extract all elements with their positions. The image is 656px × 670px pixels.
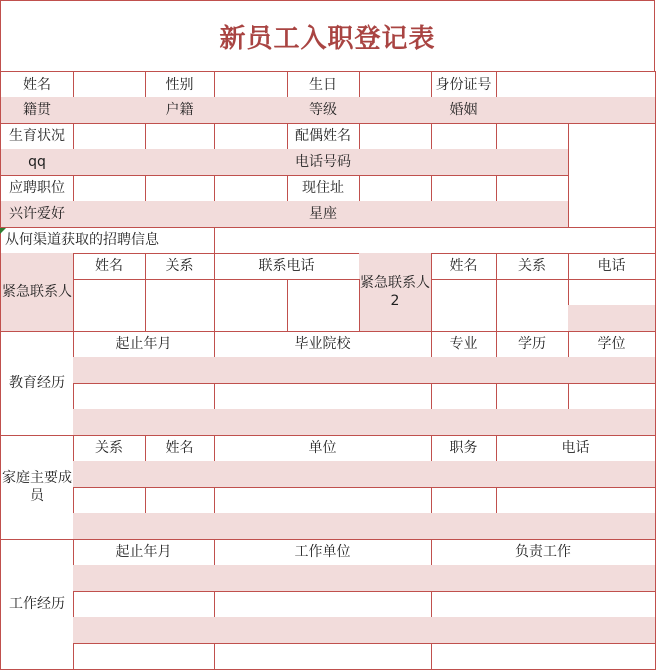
form-input-cell[interactable]	[431, 201, 497, 228]
form-input-cell[interactable]	[214, 383, 432, 410]
label-ec-relation: 关系	[145, 253, 215, 280]
form-input-cell[interactable]	[145, 201, 215, 228]
form-input-cell[interactable]	[496, 201, 569, 228]
form-input-cell[interactable]	[73, 617, 215, 644]
form-input-cell[interactable]	[73, 71, 146, 98]
form-input-cell[interactable]	[431, 383, 497, 410]
comment-indicator	[0, 228, 6, 234]
form-input-cell[interactable]	[214, 617, 432, 644]
label-work-period: 起止年月	[73, 539, 215, 566]
form-input-cell[interactable]	[568, 383, 656, 410]
label-edu-major: 专业	[431, 331, 497, 358]
form-input-cell[interactable]	[73, 565, 215, 592]
form-input-cell[interactable]	[214, 201, 288, 228]
label-ec-name2: 姓名	[431, 253, 497, 280]
label-fam-relation: 关系	[73, 435, 146, 462]
form-input-cell[interactable]	[431, 513, 497, 540]
form-input-cell[interactable]	[73, 97, 146, 124]
form-input-cell[interactable]	[359, 175, 432, 202]
form-input-cell[interactable]	[496, 409, 569, 436]
form-input-cell[interactable]	[214, 71, 288, 98]
label-position: 应聘职位	[0, 175, 74, 202]
form-input-cell[interactable]	[73, 409, 215, 436]
form-input-cell[interactable]	[496, 513, 656, 540]
label-fam-name: 姓名	[145, 435, 215, 462]
form-input-cell[interactable]	[496, 97, 656, 124]
label-ec-phone2: 电话	[568, 253, 656, 280]
form-input-cell[interactable]	[496, 175, 569, 202]
label-fam-job: 职务	[431, 435, 497, 462]
form-input-cell[interactable]	[73, 123, 146, 150]
form-input-cell[interactable]	[73, 513, 146, 540]
form-input-cell[interactable]	[431, 279, 497, 332]
label-zodiac: 星座	[287, 201, 360, 228]
form-input-cell[interactable]	[431, 357, 497, 384]
label-ec-relation2: 关系	[496, 253, 569, 280]
form-input-cell[interactable]	[359, 71, 432, 98]
form-title: 新员工入职登记表	[0, 0, 655, 71]
label-edu-period: 起止年月	[73, 331, 215, 358]
form-input-cell[interactable]	[359, 149, 432, 176]
form-input-cell[interactable]	[431, 409, 497, 436]
form-input-cell[interactable]	[73, 279, 146, 332]
label-fam-unit: 单位	[214, 435, 432, 462]
label-qq: qq	[0, 149, 74, 176]
form-input-cell[interactable]	[431, 617, 656, 644]
form-input-cell[interactable]	[73, 201, 146, 228]
form-input-cell[interactable]	[73, 175, 146, 202]
form-input-cell[interactable]	[568, 305, 656, 332]
form-input-cell[interactable]	[496, 279, 569, 332]
form-input-cell[interactable]	[431, 123, 497, 150]
form-input-cell[interactable]	[431, 565, 656, 592]
form-input-cell[interactable]	[214, 175, 288, 202]
form-input-cell[interactable]	[214, 123, 288, 150]
form-input-cell[interactable]	[214, 149, 288, 176]
form-input-cell[interactable]	[145, 175, 215, 202]
form-input-cell[interactable]	[431, 487, 497, 514]
form-input-cell[interactable]	[214, 227, 656, 254]
form-input-cell[interactable]	[431, 591, 656, 618]
form-input-cell[interactable]	[496, 71, 656, 98]
form-input-cell[interactable]	[214, 409, 432, 436]
label-name: 姓名	[0, 71, 74, 98]
form-input-cell[interactable]	[73, 149, 146, 176]
form-input-cell[interactable]	[496, 149, 569, 176]
form-input-cell[interactable]	[214, 461, 432, 488]
label-work-unit: 工作单位	[214, 539, 432, 566]
label-fam-phone: 电话	[496, 435, 656, 462]
form-input-cell[interactable]	[359, 123, 432, 150]
label-education: 教育经历	[0, 331, 74, 436]
label-ec-phone: 联系电话	[214, 253, 360, 280]
label-phone: 电话号码	[287, 149, 360, 176]
form-input-cell[interactable]	[73, 487, 146, 514]
form-input-cell[interactable]	[431, 461, 497, 488]
label-emergency1: 紧急联系人	[0, 253, 74, 332]
label-native-place: 籍贯	[0, 97, 74, 124]
label-address: 现住址	[287, 175, 360, 202]
label-emergency2: 紧急联系人2	[359, 253, 432, 332]
form-input-cell[interactable]	[214, 97, 288, 124]
label-ec-name: 姓名	[73, 253, 146, 280]
form-input-cell[interactable]	[496, 487, 656, 514]
label-recruit-source: 从何渠道获取的招聘信息	[0, 227, 215, 254]
label-family: 家庭主要成员	[0, 435, 74, 540]
form-input-cell[interactable]	[359, 201, 432, 228]
form-input-cell[interactable]	[214, 591, 432, 618]
label-work-duty: 负责工作	[431, 539, 656, 566]
label-hobby: 兴许爱好	[0, 201, 74, 228]
label-edu-degree: 学位	[568, 331, 656, 358]
label-id-number: 身份证号	[431, 71, 497, 98]
form-input-cell[interactable]	[214, 357, 432, 384]
label-spouse-name: 配偶姓名	[287, 123, 360, 150]
label-household: 户籍	[145, 97, 215, 124]
form-input-cell[interactable]	[496, 357, 569, 384]
form-input-cell[interactable]	[73, 383, 215, 410]
form-input-cell[interactable]	[145, 461, 215, 488]
form-input-cell[interactable]	[214, 513, 432, 540]
label-work: 工作经历	[0, 539, 74, 670]
label-birthday: 生日	[287, 71, 360, 98]
label-fertility: 生育状况	[0, 123, 74, 150]
form-input-cell[interactable]	[73, 357, 215, 384]
form-input-cell[interactable]	[214, 279, 288, 332]
form-input-cell[interactable]	[431, 643, 656, 670]
form-input-cell[interactable]	[145, 279, 215, 332]
label-gender: 性别	[145, 71, 215, 98]
label-grade: 等级	[287, 97, 360, 124]
form-input-cell[interactable]	[145, 513, 215, 540]
form-input-cell[interactable]	[431, 149, 497, 176]
form-input-cell[interactable]	[145, 123, 215, 150]
form-input-cell[interactable]	[73, 643, 215, 670]
form-input-cell[interactable]	[214, 643, 432, 670]
form-input-cell[interactable]	[568, 409, 656, 436]
form-input-cell[interactable]	[496, 123, 569, 150]
form-input-cell[interactable]	[496, 461, 656, 488]
form-input-cell[interactable]	[214, 487, 432, 514]
label-edu-school: 毕业院校	[214, 331, 432, 358]
label-edu-level: 学历	[496, 331, 569, 358]
form-input-cell[interactable]	[214, 565, 432, 592]
form-input-cell[interactable]	[73, 461, 146, 488]
form-input-cell[interactable]	[568, 123, 656, 228]
form-input-cell[interactable]	[568, 279, 656, 306]
form-input-cell[interactable]	[287, 279, 360, 332]
form-input-cell[interactable]	[73, 591, 215, 618]
label-marriage: 婚姻	[431, 97, 497, 124]
form-input-cell[interactable]	[568, 357, 656, 384]
form-input-cell[interactable]	[145, 487, 215, 514]
form-input-cell[interactable]	[496, 383, 569, 410]
form-input-cell[interactable]	[359, 97, 432, 124]
form-input-cell[interactable]	[431, 175, 497, 202]
form-input-cell[interactable]	[145, 149, 215, 176]
